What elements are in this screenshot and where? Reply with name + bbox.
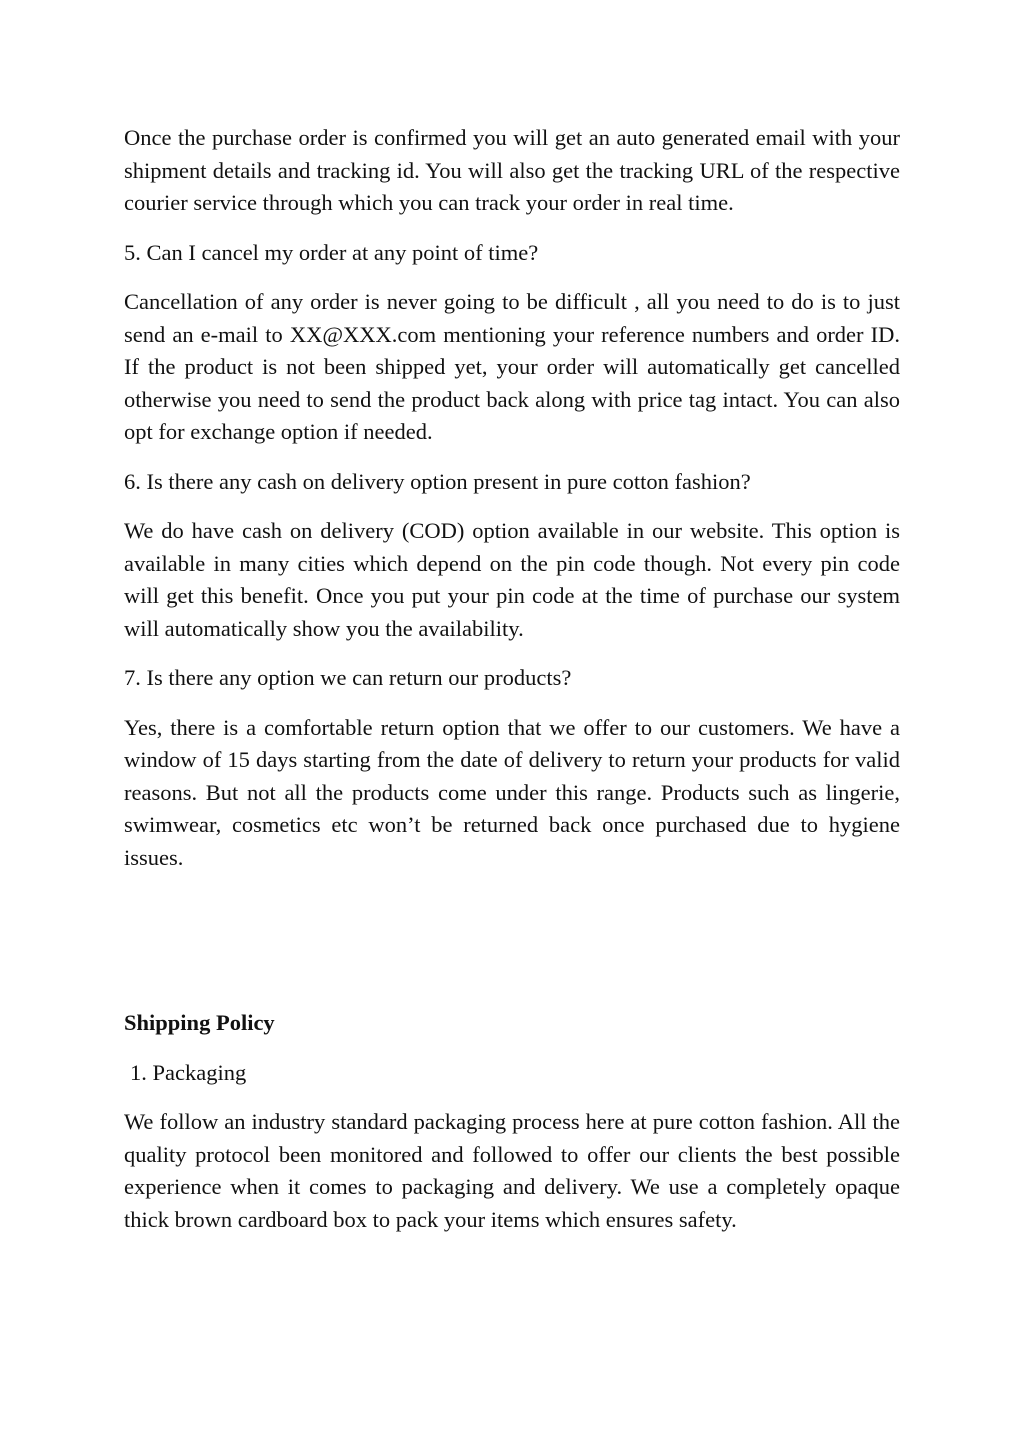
shipping-policy-heading: Shipping Policy bbox=[124, 1010, 275, 1035]
packaging-subheading: 1. Packaging bbox=[130, 1059, 247, 1085]
faq-answer-7: Yes, there is a comfortable return option that we offer to our customers. We have a window of 15 days starting from the date of delivery to return your products for valid reasons. But not all the products come under this range. Products such as lingerie, swimwear, cosmetics etc won’t be returned back once purchased due to hygiene issues. bbox=[124, 714, 900, 870]
packaging-paragraph: We follow an industry standard packaging process here at pure cotton fashion. All the quality protocol been monitored and followed to offer our clients the best possible experience when it comes to packaging and delivery. We use a completely opaque thick brown cardboard box to pack your items which ensures safety. bbox=[124, 1109, 900, 1232]
faq-question-5: 5. Can I cancel my order at any point of time? bbox=[124, 239, 539, 265]
section-spacer bbox=[124, 891, 900, 1007]
faq-answer-5: Cancellation of any order is never going to be difficult , all you need to do is to just send an e-mail to XX@XXX.com mentioning your reference numbers and order ID. If the product is not been shipped yet, your order will automatically get cancelled otherwise you need to send the product back along with price tag intact. You can also opt for exchange option if needed. bbox=[124, 289, 900, 444]
document-page bbox=[124, 122, 900, 1253]
faq-question-6: 6. Is there any cash on delivery option present in pure cotton fashion? bbox=[124, 468, 751, 494]
faq-question-7: 7. Is there any option we can return our products? bbox=[124, 665, 572, 690]
tracking-paragraph: Once the purchase order is confirmed you will get an auto generated email with your shipment details and tracking id. You will also get the tracking URL of the respective courier service through which you can track your order in real time. bbox=[124, 125, 900, 215]
faq-answer-6: We do have cash on delivery (COD) option available in our website. This option is available in many cities which depend on the pin code though. Not every pin code will get this benefit. Once you put your pin code at the time of purchase our system will automatically show you the availability. bbox=[124, 518, 900, 641]
